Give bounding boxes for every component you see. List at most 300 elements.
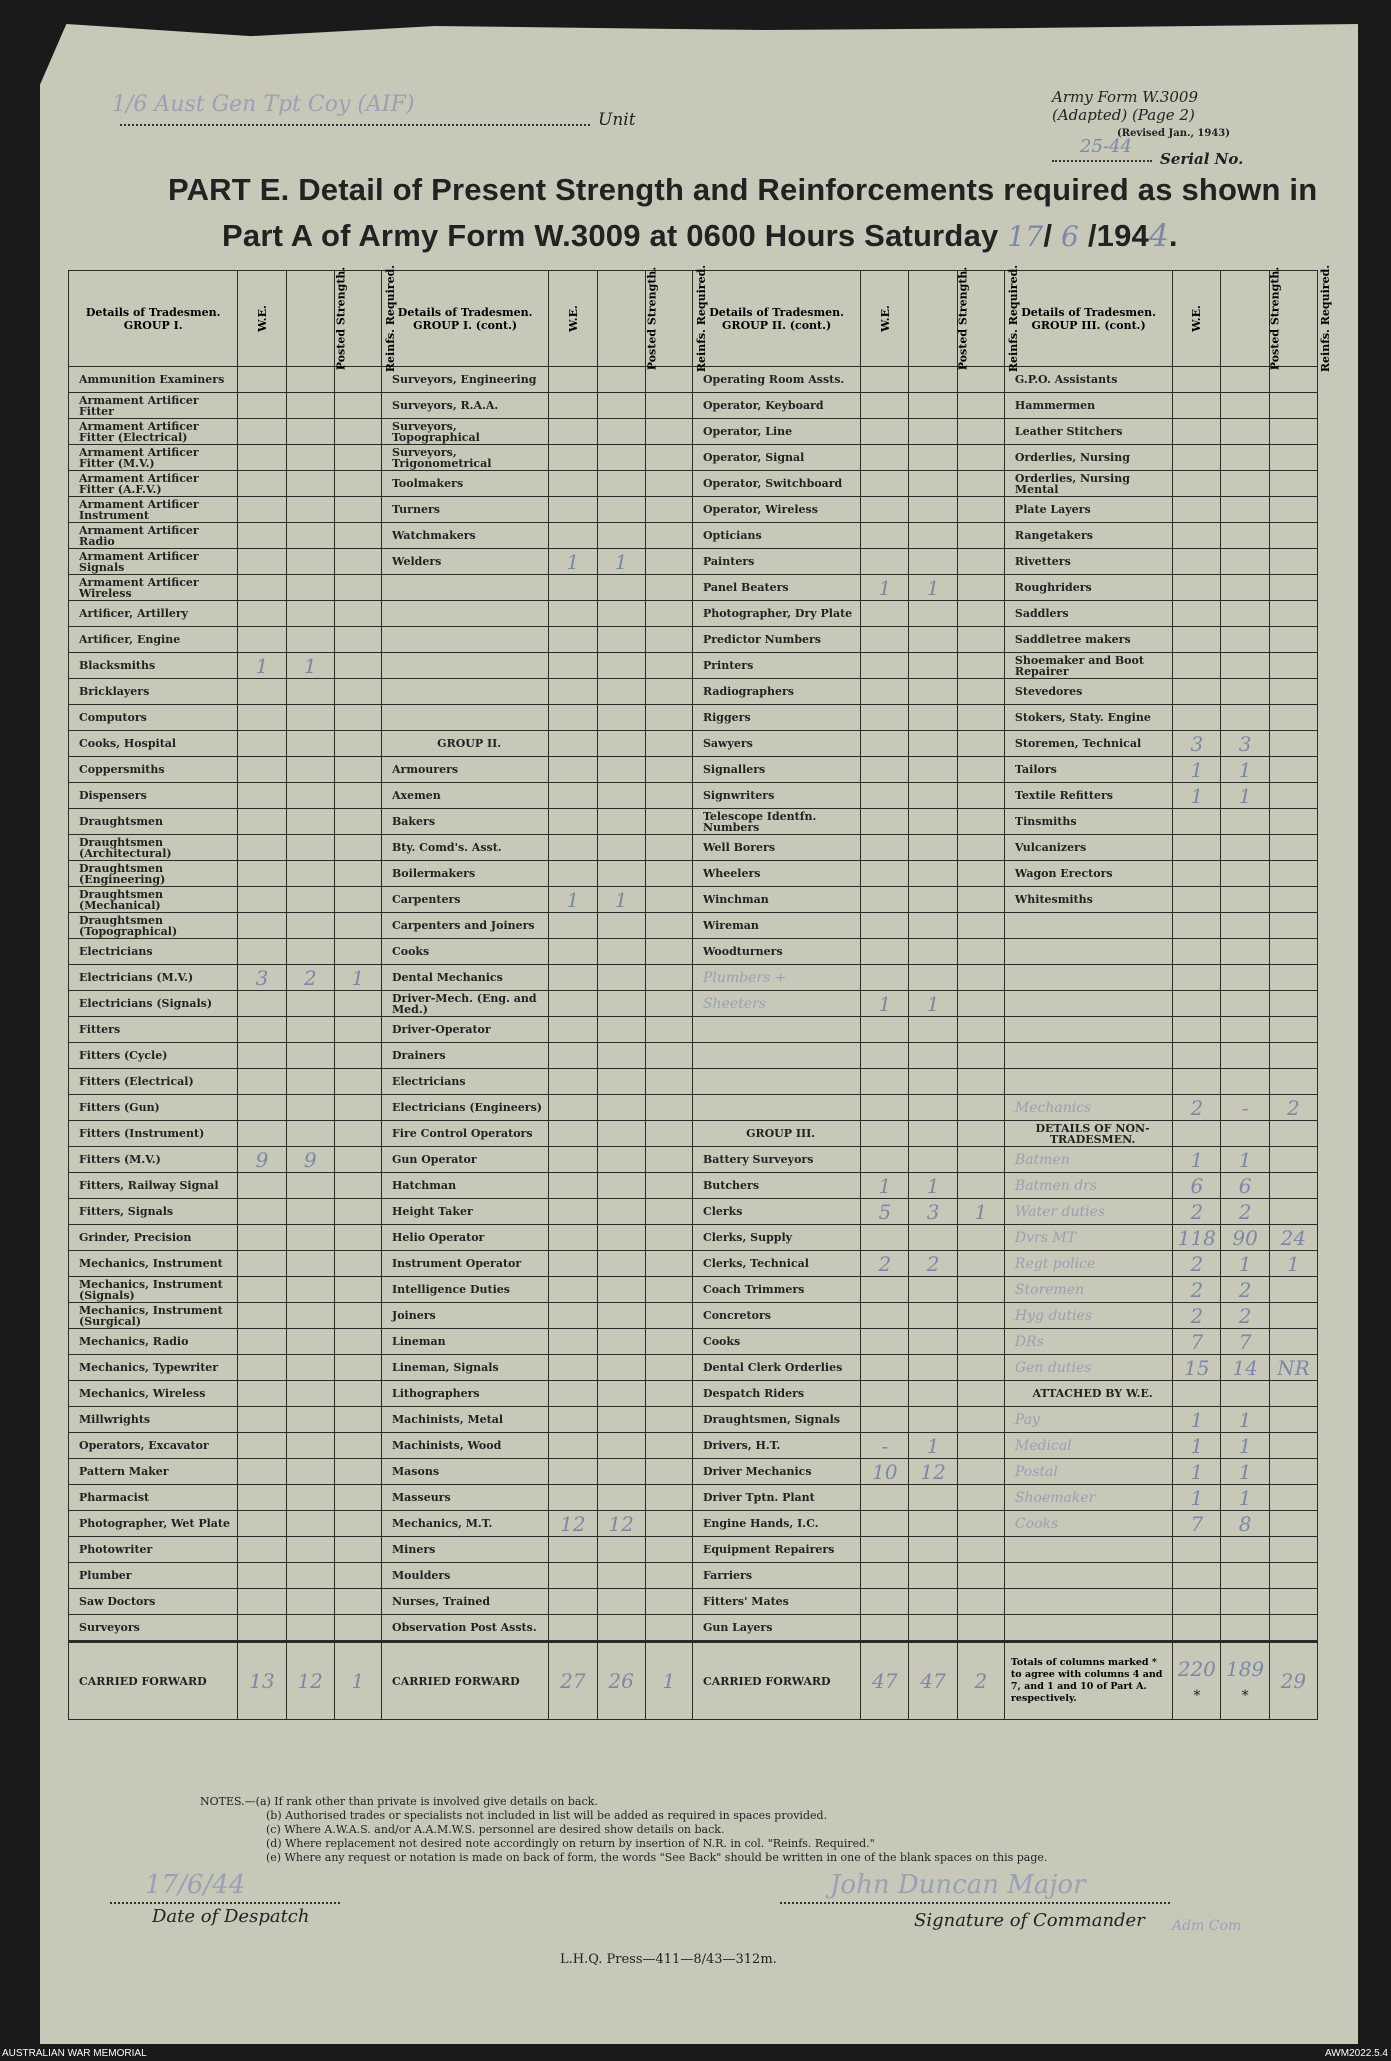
header-we: W.E.	[238, 271, 286, 367]
trade-label-g1: Armament Artificer Signals	[69, 549, 238, 575]
cell-g4-we	[1173, 393, 1221, 419]
cell-g2-reinfs	[645, 1017, 692, 1043]
despatch-date-handwritten: 17/6/44	[145, 1870, 246, 1900]
cell-g2-reinfs	[645, 445, 692, 471]
cell-g2-posted	[597, 1225, 645, 1251]
trade-label-g3: Farriers	[692, 1563, 860, 1589]
trade-label-g2: Lithographers	[382, 1381, 549, 1407]
trade-label-g1: Artificer, Engine	[69, 627, 238, 653]
trade-label-g1: Armament Artificer Fitter (A.F.V.)	[69, 471, 238, 497]
cell-g4-reinfs	[1269, 1069, 1317, 1095]
cell-g4-reinfs	[1269, 809, 1317, 835]
cell-g1-posted	[286, 1069, 334, 1095]
cell-g4-we: 1	[1173, 1407, 1221, 1433]
cell-g3-reinfs	[957, 939, 1004, 965]
cell-g3-we	[861, 705, 909, 731]
cell-g3-posted	[909, 809, 957, 835]
cell-g4-posted	[1221, 835, 1269, 861]
cell-g4-posted: 2	[1221, 1199, 1269, 1225]
table-row	[69, 1563, 1318, 1589]
cell-g4-posted: 2	[1221, 1277, 1269, 1303]
title-date-month: 6	[1060, 220, 1079, 253]
cell-g1-posted	[286, 757, 334, 783]
cell-g1-reinfs	[334, 1095, 381, 1121]
cell-g1-reinfs	[334, 1407, 381, 1433]
trade-label-g1: Artificer, Artillery	[69, 601, 238, 627]
trade-label-g3: Driver Tptn. Plant	[692, 1485, 860, 1511]
carried-forward-label: CARRIED FORWARD	[69, 1642, 238, 1720]
cell-g2-we	[549, 497, 597, 523]
cell-g3-we	[861, 523, 909, 549]
trade-label-g1: Fitters (M.V.)	[69, 1147, 238, 1173]
cf-g3-reinfs: 2	[957, 1642, 1004, 1720]
trade-label-g3: Riggers	[692, 705, 860, 731]
cell-g4-we	[1173, 1121, 1221, 1147]
cell-g1-posted: 9	[286, 1147, 334, 1173]
cell-g1-we	[238, 913, 286, 939]
cell-g2-we	[549, 679, 597, 705]
header-reinfs: Reinfs. Required.	[645, 271, 692, 367]
table-row	[69, 1277, 1318, 1303]
trade-label-g3: Clerks	[692, 1199, 860, 1225]
cell-g1-posted	[286, 1589, 334, 1615]
cell-g4-we	[1173, 523, 1221, 549]
table-row	[69, 1485, 1318, 1511]
cell-g3-posted	[909, 1043, 957, 1069]
trade-label-g1: Bricklayers	[69, 679, 238, 705]
trade-label-g4	[1004, 913, 1172, 939]
cell-g3-reinfs	[957, 1069, 1004, 1095]
cell-g4-we	[1173, 1381, 1221, 1407]
trade-label-g3	[692, 1069, 860, 1095]
cell-g2-posted: 12	[597, 1511, 645, 1537]
cell-g4-we: 1	[1173, 757, 1221, 783]
table-row	[69, 523, 1318, 549]
trade-label-g4: Textile Refitters	[1004, 783, 1172, 809]
cell-g2-posted	[597, 1173, 645, 1199]
cell-g3-we	[861, 653, 909, 679]
cell-g1-we	[238, 445, 286, 471]
trade-label-g2	[382, 653, 549, 679]
cell-g3-posted	[909, 1277, 957, 1303]
trade-label-g2: Axemen	[382, 783, 549, 809]
trade-label-g3: Clerks, Technical	[692, 1251, 860, 1277]
cell-g3-posted	[909, 887, 957, 913]
cell-g1-reinfs	[334, 575, 381, 601]
trade-label-g3: Equipment Repairers	[692, 1537, 860, 1563]
table-row	[69, 1355, 1318, 1381]
cell-g1-reinfs	[334, 705, 381, 731]
cell-g2-reinfs	[645, 1381, 692, 1407]
credit-left: AUSTRALIAN WAR MEMORIAL	[2, 2048, 147, 2059]
note-e: (e) Where any request or notation is made on back of form, the words "See Back" should be written in one of the blank spaces on this page.	[266, 1851, 1048, 1864]
trade-label-g4: Cooks	[1004, 1511, 1172, 1537]
cell-g3-we	[861, 1121, 909, 1147]
cell-g3-posted	[909, 497, 957, 523]
cell-g1-we	[238, 757, 286, 783]
trade-label-g1: Electricians (M.V.)	[69, 965, 238, 991]
cell-g1-we	[238, 783, 286, 809]
cell-g3-we	[861, 497, 909, 523]
cell-g1-posted	[286, 731, 334, 757]
trade-label-g3: Draughtsmen, Signals	[692, 1407, 860, 1433]
cell-g3-posted	[909, 757, 957, 783]
cell-g2-posted	[597, 1459, 645, 1485]
cell-g3-we	[861, 1615, 909, 1642]
trade-label-g1: Photowriter	[69, 1537, 238, 1563]
cell-g3-posted	[909, 1355, 957, 1381]
cell-g4-posted	[1221, 419, 1269, 445]
cell-g1-posted	[286, 1121, 334, 1147]
cell-g4-reinfs	[1269, 887, 1317, 913]
cell-g2-we	[549, 1069, 597, 1095]
cell-g3-we	[861, 1485, 909, 1511]
cell-g3-we	[861, 393, 909, 419]
cell-g2-posted	[597, 1615, 645, 1642]
cell-g1-posted	[286, 1459, 334, 1485]
cell-g2-reinfs	[645, 1225, 692, 1251]
cell-g2-we	[549, 1147, 597, 1173]
cell-g3-reinfs	[957, 1433, 1004, 1459]
trade-label-g1: Fitters (Cycle)	[69, 1043, 238, 1069]
cell-g2-we	[549, 835, 597, 861]
cell-g4-we: 7	[1173, 1329, 1221, 1355]
trade-label-g3: Operator, Keyboard	[692, 393, 860, 419]
cell-g2-reinfs	[645, 1199, 692, 1225]
trade-label-g1: Grinder, Precision	[69, 1225, 238, 1251]
cell-g1-we	[238, 809, 286, 835]
cell-g2-posted	[597, 1563, 645, 1589]
trade-label-g4: DETAILS OF NON-TRADESMEN.	[1004, 1121, 1172, 1147]
cell-g3-posted: 1	[909, 1433, 957, 1459]
cell-g1-we	[238, 1251, 286, 1277]
cell-g3-reinfs	[957, 783, 1004, 809]
cell-g2-we	[549, 809, 597, 835]
serial-handwritten: 25-44	[1080, 136, 1132, 157]
cell-g2-posted	[597, 835, 645, 861]
table-row	[69, 497, 1318, 523]
cell-g2-posted	[597, 1251, 645, 1277]
trade-label-g4: Mechanics	[1004, 1095, 1172, 1121]
cell-g3-we	[861, 887, 909, 913]
trade-label-g2	[382, 627, 549, 653]
cell-g4-reinfs	[1269, 653, 1317, 679]
cell-g2-reinfs	[645, 1121, 692, 1147]
carried-forward-label: CARRIED FORWARD	[692, 1642, 860, 1720]
cell-g3-posted	[909, 1407, 957, 1433]
title-date-day: 17	[1007, 220, 1044, 253]
cell-g2-posted	[597, 367, 645, 393]
cell-g4-posted	[1221, 653, 1269, 679]
cell-g3-we	[861, 1277, 909, 1303]
trade-label-g3: Fitters' Mates	[692, 1589, 860, 1615]
trade-label-g4: Batmen	[1004, 1147, 1172, 1173]
cell-g3-reinfs	[957, 1147, 1004, 1173]
note-c: (c) Where A.W.A.S. and/or A.A.M.W.S. personnel are desired show details on back.	[266, 1823, 725, 1836]
cell-g1-posted	[286, 1433, 334, 1459]
cell-g3-we	[861, 1329, 909, 1355]
trade-label-g3: Telescope Identfn. Numbers	[692, 809, 860, 835]
cell-g1-posted	[286, 1563, 334, 1589]
cell-g1-we	[238, 705, 286, 731]
cell-g3-reinfs	[957, 601, 1004, 627]
trade-label-g3: Predictor Numbers	[692, 627, 860, 653]
cell-g2-posted	[597, 1199, 645, 1225]
cell-g2-we	[549, 601, 597, 627]
trade-label-g1: Mechanics, Radio	[69, 1329, 238, 1355]
trade-label-g4: Storemen	[1004, 1277, 1172, 1303]
cell-g2-posted	[597, 653, 645, 679]
cell-g4-posted: 1	[1221, 1147, 1269, 1173]
cell-g3-reinfs	[957, 965, 1004, 991]
trade-label-g1: Mechanics, Wireless	[69, 1381, 238, 1407]
cell-g2-posted	[597, 1147, 645, 1173]
margin-note: Adm Com	[1172, 1918, 1242, 1934]
cell-g2-we	[549, 1485, 597, 1511]
cell-g1-posted	[286, 601, 334, 627]
table-row	[69, 1147, 1318, 1173]
trade-label-g2: Carpenters	[382, 887, 549, 913]
cell-g2-we	[549, 1563, 597, 1589]
trade-label-g3	[692, 1043, 860, 1069]
cell-g3-posted	[909, 523, 957, 549]
cell-g3-reinfs	[957, 549, 1004, 575]
header-group-3-cont: Details of Tradesmen. GROUP III. (cont.)	[1004, 271, 1172, 367]
cell-g1-posted	[286, 1355, 334, 1381]
cell-g2-posted	[597, 1537, 645, 1563]
cell-g4-posted: 1	[1221, 783, 1269, 809]
cell-g4-we	[1173, 549, 1221, 575]
cell-g1-reinfs	[334, 1511, 381, 1537]
cell-g1-we	[238, 627, 286, 653]
cell-g1-we	[238, 1459, 286, 1485]
cell-g4-we	[1173, 497, 1221, 523]
cell-g4-we	[1173, 991, 1221, 1017]
cell-g1-posted	[286, 809, 334, 835]
cell-g1-posted	[286, 913, 334, 939]
trade-label-g2: Dental Mechanics	[382, 965, 549, 991]
trade-label-g1: Fitters, Signals	[69, 1199, 238, 1225]
table-row	[69, 731, 1318, 757]
cell-g1-we	[238, 1485, 286, 1511]
trade-label-g3: Gun Layers	[692, 1615, 860, 1642]
cell-g1-we	[238, 731, 286, 757]
cell-g4-posted	[1221, 471, 1269, 497]
cell-g3-we	[861, 757, 909, 783]
trade-label-g2: Instrument Operator	[382, 1251, 549, 1277]
table-row	[69, 601, 1318, 627]
cell-g4-posted: 1	[1221, 1459, 1269, 1485]
cell-g1-posted	[286, 1485, 334, 1511]
trade-label-g4	[1004, 1537, 1172, 1563]
cell-g1-reinfs	[334, 1043, 381, 1069]
trade-label-g1: Draughtsmen (Topographical)	[69, 913, 238, 939]
cell-g3-we	[861, 367, 909, 393]
trade-label-g1: Armament Artificer Fitter	[69, 393, 238, 419]
cell-g4-reinfs	[1269, 393, 1317, 419]
cell-g3-we	[861, 835, 909, 861]
trade-label-g1: Mechanics, Instrument (Surgical)	[69, 1303, 238, 1329]
cell-g4-we: 2	[1173, 1095, 1221, 1121]
header-posted: Posted Strength.	[909, 271, 957, 367]
cell-g1-reinfs	[334, 1017, 381, 1043]
cell-g4-we	[1173, 575, 1221, 601]
trade-label-g2: Nurses, Trained	[382, 1589, 549, 1615]
cell-g2-posted	[597, 705, 645, 731]
cell-g1-posted	[286, 445, 334, 471]
table-row	[69, 1329, 1318, 1355]
trade-label-g3: Plumbers +	[692, 965, 860, 991]
cell-g3-reinfs	[957, 1225, 1004, 1251]
cell-g1-we	[238, 1511, 286, 1537]
cell-g3-posted	[909, 861, 957, 887]
cell-g1-reinfs	[334, 1147, 381, 1173]
form-number: Army Form W.3009	[1052, 88, 1198, 106]
cell-g3-posted	[909, 1537, 957, 1563]
cell-g1-we	[238, 861, 286, 887]
trade-label-g1: Fitters (Electrical)	[69, 1069, 238, 1095]
cell-g2-we	[549, 783, 597, 809]
cell-g3-we: -	[861, 1433, 909, 1459]
trade-label-g1: Armament Artificer Radio	[69, 523, 238, 549]
header-reinfs: Reinfs. Required.	[1269, 271, 1317, 367]
cell-g1-we	[238, 1589, 286, 1615]
cell-g1-reinfs	[334, 1199, 381, 1225]
totals-posted: 189 *	[1221, 1642, 1269, 1720]
trade-label-g4: Storemen, Technical	[1004, 731, 1172, 757]
trade-label-g1: Fitters (Gun)	[69, 1095, 238, 1121]
cell-g1-posted	[286, 783, 334, 809]
cell-g3-reinfs	[957, 1485, 1004, 1511]
cell-g1-we	[238, 1407, 286, 1433]
cell-g2-we: 1	[549, 887, 597, 913]
cell-g1-reinfs	[334, 861, 381, 887]
trade-label-g4	[1004, 1069, 1172, 1095]
cell-g4-reinfs	[1269, 1485, 1317, 1511]
cell-g2-we	[549, 1329, 597, 1355]
cell-g1-reinfs	[334, 887, 381, 913]
trade-label-g3: Radiographers	[692, 679, 860, 705]
unit-label: Unit	[598, 110, 636, 130]
cell-g1-reinfs	[334, 1225, 381, 1251]
trade-label-g1: Plumber	[69, 1563, 238, 1589]
cell-g2-posted	[597, 445, 645, 471]
cell-g3-posted	[909, 1381, 957, 1407]
cell-g1-reinfs	[334, 1329, 381, 1355]
cell-g4-we: 2	[1173, 1199, 1221, 1225]
trade-label-g2: Electricians (Engineers)	[382, 1095, 549, 1121]
cell-g4-we: 2	[1173, 1251, 1221, 1277]
cell-g2-posted	[597, 731, 645, 757]
trade-label-g2: Bakers	[382, 809, 549, 835]
cell-g4-reinfs	[1269, 991, 1317, 1017]
trade-label-g3: Operator, Line	[692, 419, 860, 445]
cell-g3-we	[861, 809, 909, 835]
cell-g1-reinfs	[334, 1537, 381, 1563]
table-row	[69, 1173, 1318, 1199]
cell-g1-posted	[286, 1537, 334, 1563]
cell-g2-reinfs	[645, 497, 692, 523]
cell-g4-we	[1173, 471, 1221, 497]
cell-g4-we	[1173, 1069, 1221, 1095]
trade-label-g3: Operating Room Assts.	[692, 367, 860, 393]
page-title-line1: PART E. Detail of Present Strength and Reinforcements required as shown in	[168, 172, 1318, 207]
cell-g2-we	[549, 1537, 597, 1563]
table-row	[69, 1017, 1318, 1043]
cell-g4-posted: 1	[1221, 757, 1269, 783]
header-we: W.E.	[549, 271, 597, 367]
cell-g2-reinfs	[645, 1329, 692, 1355]
trade-label-g2: Gun Operator	[382, 1147, 549, 1173]
trade-label-g2: Machinists, Metal	[382, 1407, 549, 1433]
cell-g2-we	[549, 1121, 597, 1147]
cell-g1-reinfs	[334, 367, 381, 393]
cell-g2-posted	[597, 393, 645, 419]
cell-g4-posted	[1221, 601, 1269, 627]
cell-g3-we	[861, 1511, 909, 1537]
table-row	[69, 679, 1318, 705]
cell-g1-reinfs	[334, 1381, 381, 1407]
trade-label-g3: Printers	[692, 653, 860, 679]
cell-g2-reinfs	[645, 1563, 692, 1589]
cell-g3-reinfs	[957, 1511, 1004, 1537]
cell-g4-reinfs	[1269, 913, 1317, 939]
trade-label-g1: Armament Artificer Wireless	[69, 575, 238, 601]
trade-label-g4	[1004, 991, 1172, 1017]
cell-g1-we	[238, 1017, 286, 1043]
cell-g4-posted	[1221, 1043, 1269, 1069]
cell-g1-reinfs	[334, 835, 381, 861]
cell-g1-posted	[286, 1095, 334, 1121]
trade-label-g3	[692, 1095, 860, 1121]
table-row	[69, 419, 1318, 445]
cell-g3-we	[861, 1095, 909, 1121]
trade-label-g3: Battery Surveyors	[692, 1147, 860, 1173]
cell-g1-reinfs	[334, 471, 381, 497]
cell-g1-we	[238, 835, 286, 861]
cell-g4-reinfs	[1269, 965, 1317, 991]
press-mark: L.H.Q. Press—411—8/43—312m.	[560, 1952, 777, 1967]
cell-g2-posted	[597, 419, 645, 445]
cell-g1-reinfs	[334, 549, 381, 575]
trade-label-g1: Armament Artificer Instrument	[69, 497, 238, 523]
table-row	[69, 1433, 1318, 1459]
cell-g1-posted	[286, 523, 334, 549]
cell-g3-posted	[909, 783, 957, 809]
trade-label-g4: G.P.O. Assistants	[1004, 367, 1172, 393]
cell-g4-posted: 1	[1221, 1251, 1269, 1277]
cell-g3-reinfs: 1	[957, 1199, 1004, 1225]
cell-g2-we	[549, 1355, 597, 1381]
cell-g1-reinfs	[334, 393, 381, 419]
cell-g3-posted	[909, 601, 957, 627]
cell-g4-posted	[1221, 679, 1269, 705]
table-row	[69, 471, 1318, 497]
cell-g3-reinfs	[957, 1121, 1004, 1147]
cell-g4-posted	[1221, 939, 1269, 965]
cell-g3-posted	[909, 445, 957, 471]
cell-g2-we	[549, 653, 597, 679]
cell-g2-posted	[597, 861, 645, 887]
cell-g2-reinfs	[645, 1589, 692, 1615]
cell-g3-reinfs	[957, 1355, 1004, 1381]
table-row	[69, 939, 1318, 965]
cell-g3-posted	[909, 1589, 957, 1615]
cell-g2-posted: 1	[597, 549, 645, 575]
cell-g3-posted	[909, 549, 957, 575]
cell-g4-reinfs	[1269, 445, 1317, 471]
cell-g3-reinfs	[957, 1251, 1004, 1277]
